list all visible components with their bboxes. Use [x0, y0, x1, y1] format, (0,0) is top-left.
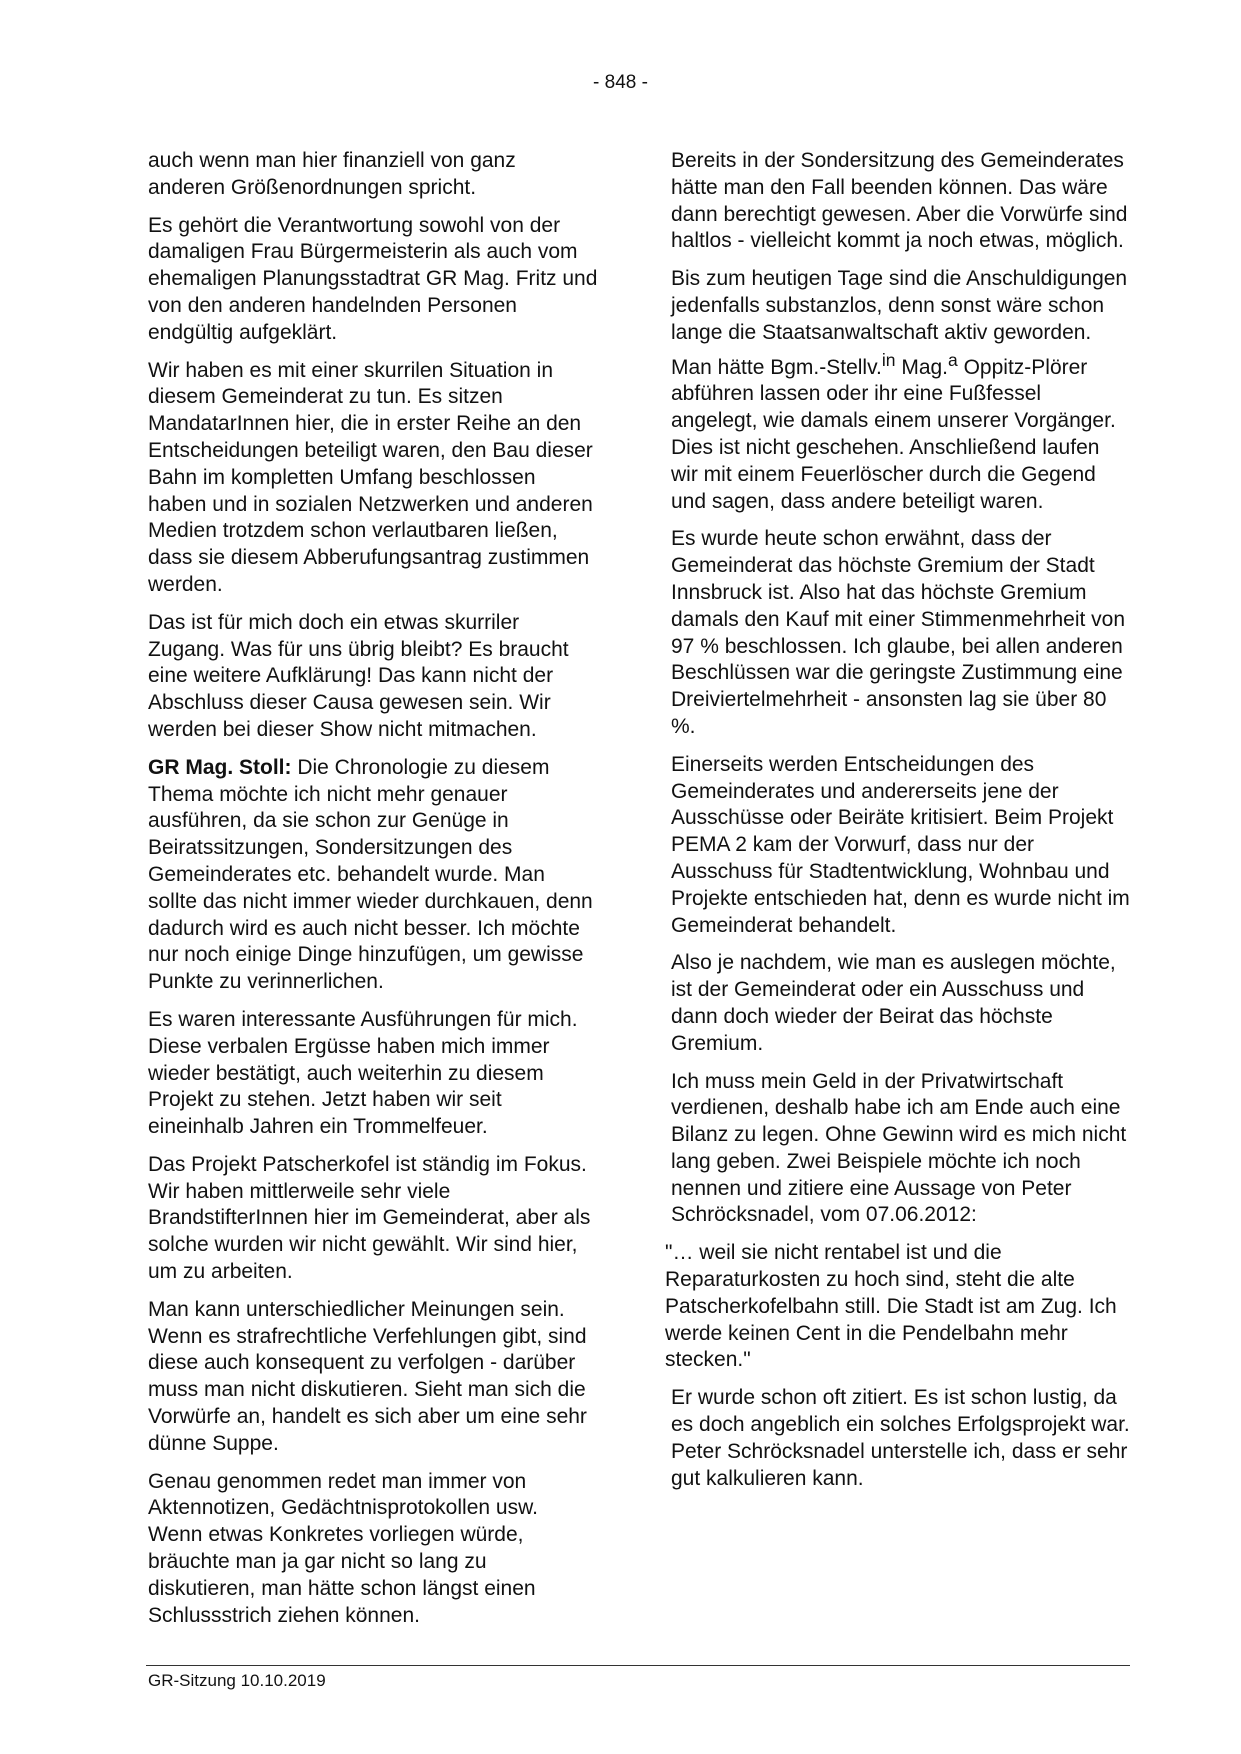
speaker-name: GR Mag. Stoll: — [148, 755, 292, 779]
superscript: a — [948, 349, 958, 370]
paragraph: auch wenn man hier finanziell von ganz anderen Größenordnungen spricht. — [148, 149, 516, 199]
paragraph: Bereits in der Sondersitzung des Gemeinderates hätte man den Fall beenden können. Das wäre dann berechtigt gewesen. Aber die Vorwürfe sind haltlos - vielleicht kommt ja noch etwas, möglich. — [671, 149, 1128, 253]
paragraph-text: Oppitz-Plörer abführen lassen oder ihr eine Fußfessel angelegt, wie damals einem unserer Vorgänger. Dies ist nicht geschehen. Anschließend laufen wir mit einem Feuerlöscher durch die Gegend und sagen, dass andere beteiligt waren. — [671, 355, 1116, 513]
left-column — [148, 148, 598, 1640]
paragraph: Ich muss mein Geld in der Privatwirtschaft verdienen, deshalb habe ich am Ende auch eine Bilanz zu legen. Ohne Gewinn wird es mich nicht lang geben. Zwei Beispiele möchte ich noch nennen und zitiere eine Aussage von Peter Schröcksnadel, vom 07.06.2012: — [671, 1069, 1127, 1227]
paragraph: Man kann unterschiedlicher Meinungen sein. Wenn es strafrechtliche Verfehlungen gibt, sind diese auch konsequent zu verfolgen - darüber muss man nicht diskutieren. Sieht man sich die Vorwürfe an, handelt es sich aber um eine sehr dünne Suppe. — [148, 1297, 587, 1455]
quote: "… weil sie nicht rentabel ist und die Reparaturkosten zu hoch sind, steht die alte Patscherkofelbahn still. Die Stadt ist am Zug. Ich werde keinen Cent in die Pendelbahn mehr stecken." — [665, 1241, 1117, 1372]
speaker-paragraph — [148, 755, 598, 996]
footer-rule — [146, 1665, 1130, 1666]
right-column — [665, 148, 1130, 1503]
paragraph: Es gehört die Verantwortung sowohl von der damaligen Frau Bürgermeisterin als auch vom ehemaligen Planungsstadtrat GR Mag. Fritz und von den anderen handelnden Personen endgültig aufgeklärt. — [148, 213, 598, 344]
paragraph: Einerseits werden Entscheidungen des Gemeinderates und andererseits jene der Ausschüsse oder Beiräte kritisiert. Beim Projekt PEMA 2 kam der Vorwurf, dass nur der Ausschuss für Stadtentwicklung, Wohnbau und Projekte entschieden hat, denn es wurde nicht im Gemeinderat behandelt. — [671, 752, 1130, 937]
paragraph: Es waren interessante Ausführungen für mich. Diese verbalen Ergüsse haben mich immer wieder bestätigt, auch weiterhin zu diesem Projekt zu stehen. Jetzt haben wir seit eineinhalb Jahren ein Trommelfeuer. — [148, 1007, 578, 1139]
paragraph: Es wurde heute schon erwähnt, dass der Gemeinderat das höchste Gremium der Stadt Innsbruck ist. Also hat das höchste Gremium damals den Kauf mit einer Stimmenmehrheit von 97 % beschlossen. Ich glaube, bei allen anderen Beschlüssen war die geringste Zustimmung eine Dreiviertelmehrheit - ansonsten lag sie über 80 %. — [671, 527, 1126, 738]
paragraph: Das ist für mich doch ein etwas skurriler Zugang. Was für uns übrig bleibt? Es braucht eine weitere Aufklärung! Das kann nicht der Abschluss dieser Causa gewesen sein. Wir werden bei dieser Show nicht mitmachen. — [148, 610, 569, 741]
paragraph: Er wurde schon oft zitiert. Es ist schon lustig, da es doch angeblich ein solches Erfolgsprojekt war. Peter Schröcksnadel unterstelle ich, dass er sehr gut kalkulieren kann. — [671, 1386, 1130, 1490]
speaker-text: Die Chronologie zu diesem Thema möchte ich nicht mehr genauer ausführen, da sie schon zur Genüge in Beiratssitzungen, Sondersitzungen des Gemeinderates etc. behandelt wurde. Man sollte das nicht immer wieder durchkauen, denn dadurch wird es auch nicht besser. Ich möchte nur noch einige Dinge hinzufügen, um gewisse Punkte zu verinnerlichen. — [148, 755, 593, 994]
footer-text: GR-Sitzung 10.10.2019 — [148, 1671, 326, 1690]
paragraph-text: Bis zum heutigen Tage sind die Anschuldigungen jedenfalls substanzlos, denn sonst wäre schon lange die Staatsanwaltschaft aktiv geworden. Man hätte Bgm.-Stellv. — [671, 267, 1128, 379]
superscript: in — [881, 349, 896, 370]
paragraph-text: Mag. — [895, 355, 949, 379]
paragraph — [671, 266, 1130, 515]
paragraph: Das Projekt Patscherkofel ist ständig im Fokus. Wir haben mittlerweile sehr viele BrandstifterInnen hier im Gemeinderat, aber als solche wurden wir nicht gewählt. Wir sind hier, um zu arbeiten. — [148, 1152, 591, 1284]
page-number: - 848 - — [593, 72, 648, 93]
paragraph: Wir haben es mit einer skurrilen Situation in diesem Gemeinderat zu tun. Es sitzen MandatarInnen hier, die in erster Reihe an den Entscheidungen beteiligt waren, den Bau dieser Bahn im kompletten Umfang beschlossen haben und in sozialen Netzwerken und anderen Medien trotzdem schon verlautbaren ließen, dass sie diesem Abberufungsantrag zustimmen werden. — [148, 358, 593, 596]
paragraph: Genau genommen redet man immer von Aktennotizen, Gedächtnisprotokollen usw. Wenn etwas Konkretes vorliegen würde, bräuchte man ja gar nicht so lang zu diskutieren, man hätte schon längst einen Schlussstrich ziehen können. — [148, 1469, 538, 1627]
paragraph: Also je nachdem, wie man es auslegen möchte, ist der Gemeinderat oder ein Ausschuss und dann doch wieder der Beirat das höchste Gremium. — [671, 951, 1116, 1055]
